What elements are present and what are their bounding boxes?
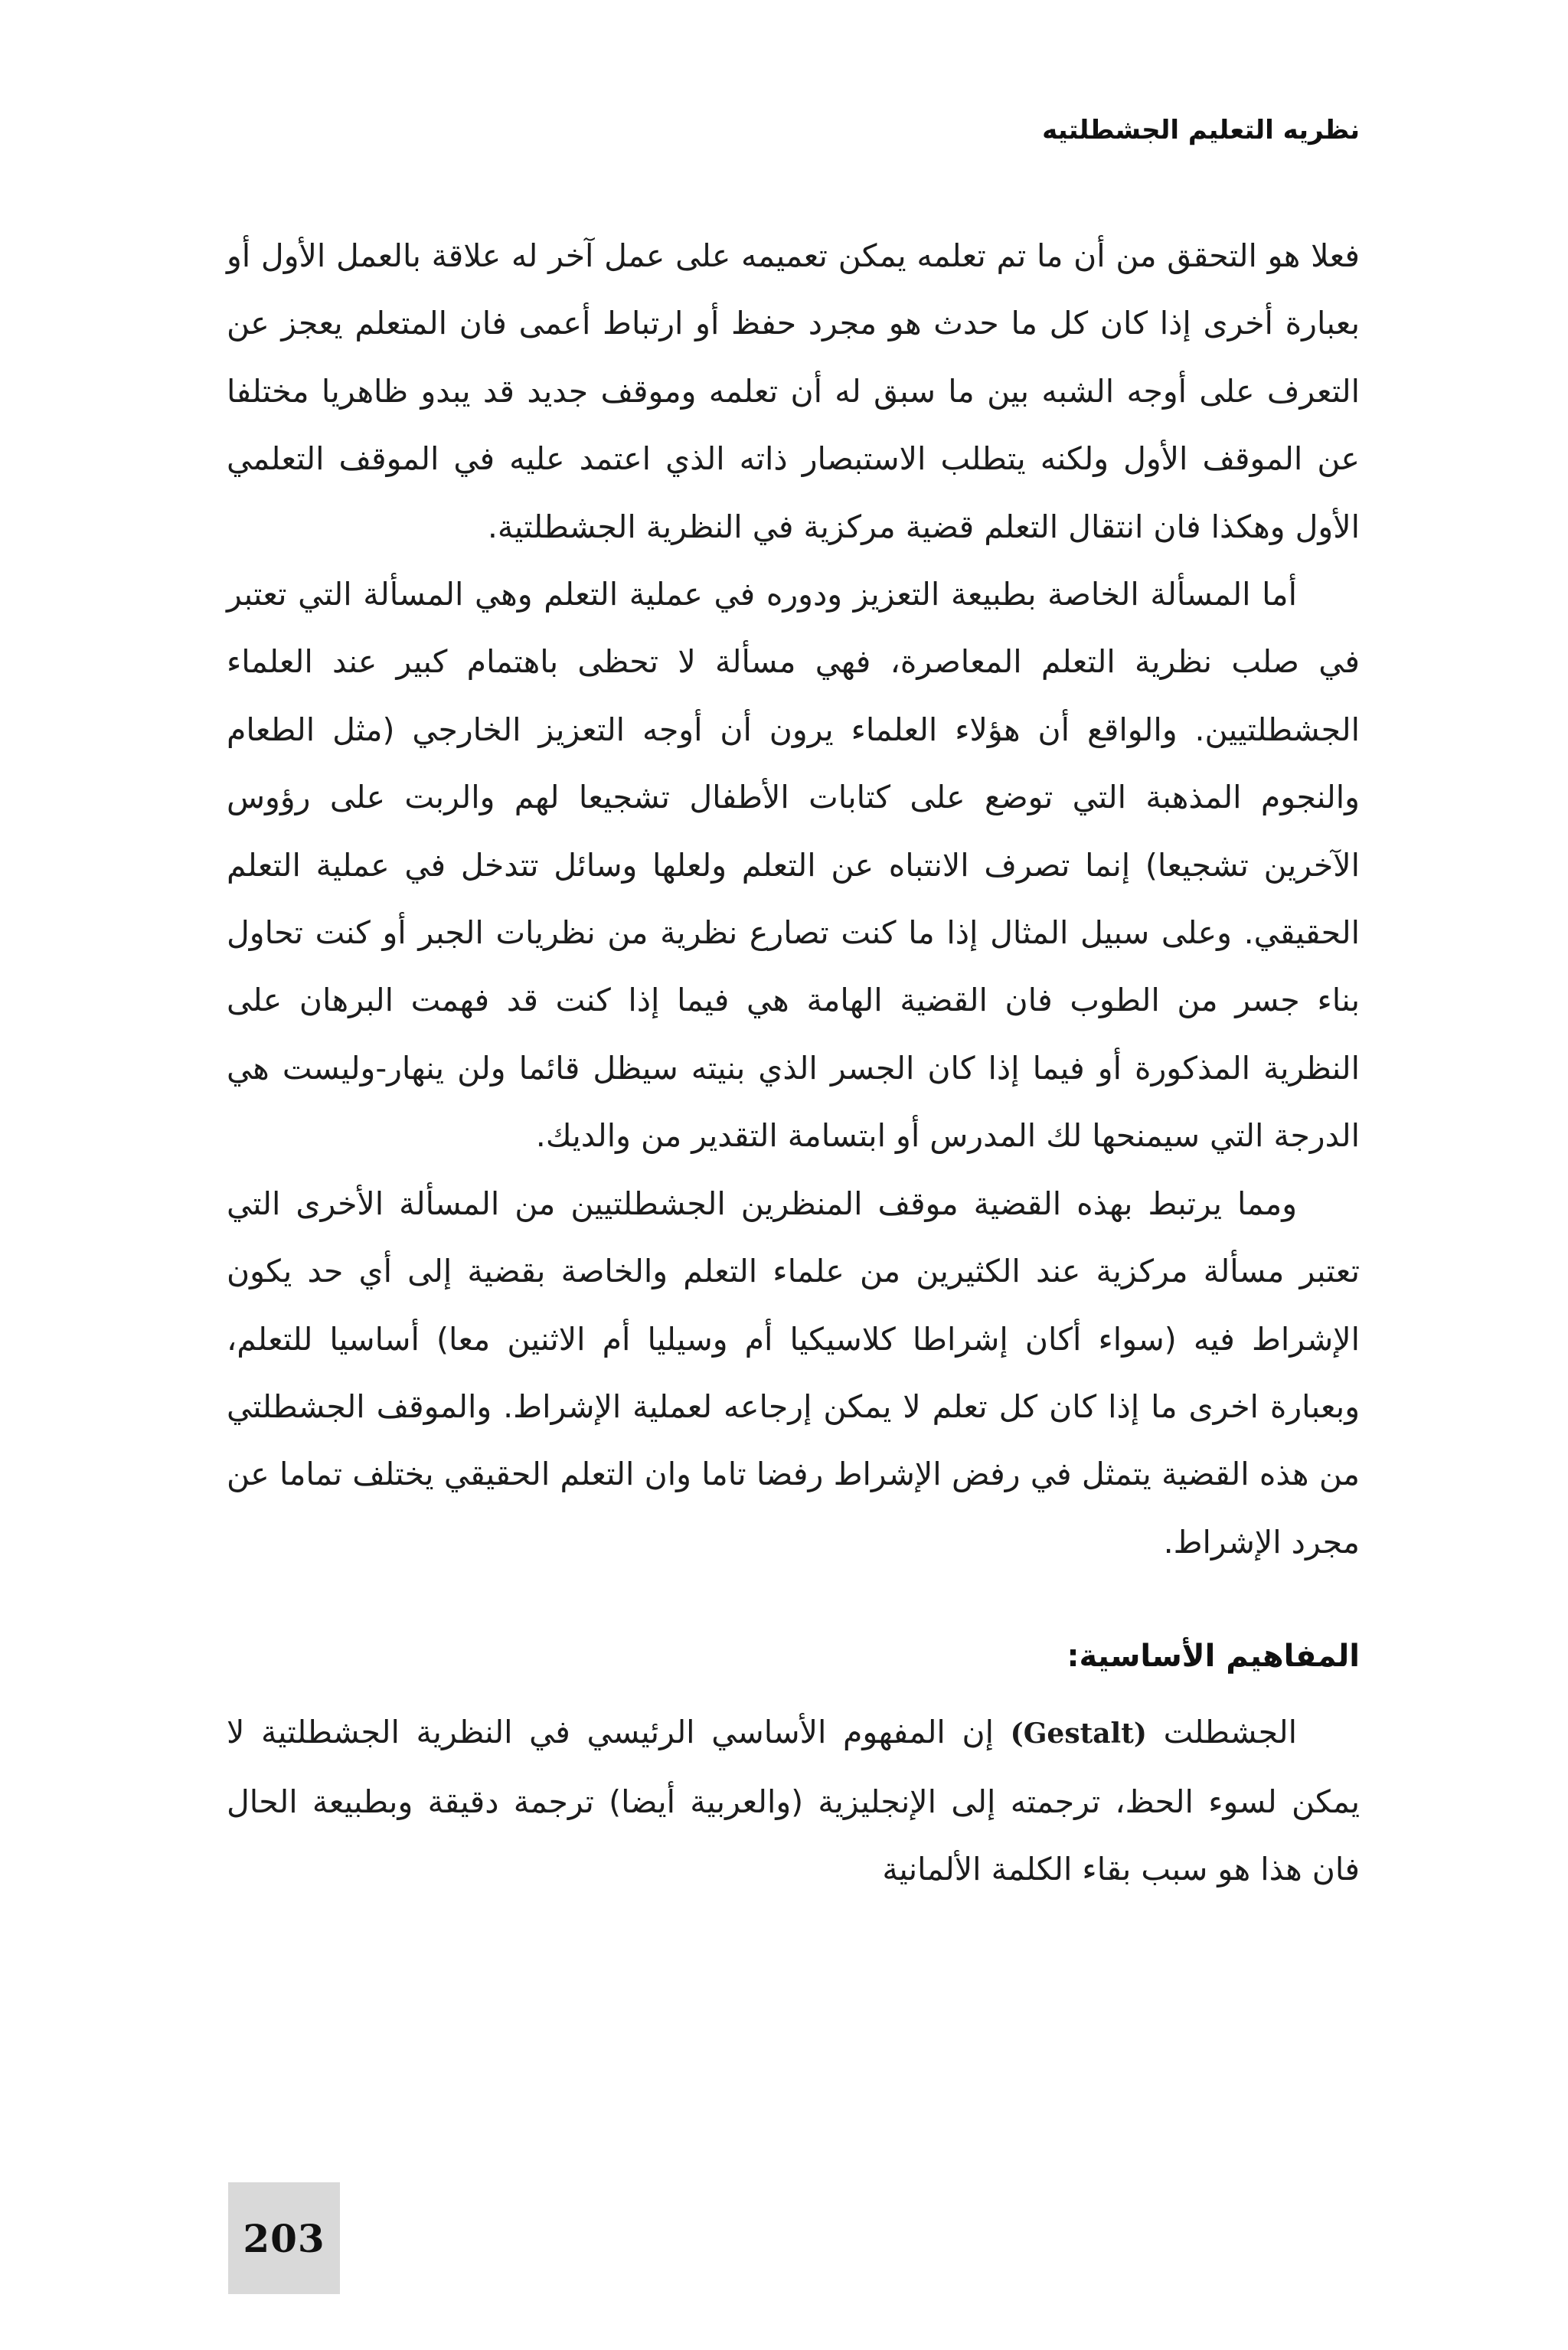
paragraph-1: فعلا هو التحقق من أن ما تم تعلمه يمكن تعميمه على عمل آخر له علاقة بالعمل الأول أو بعبارة أخرى إذا كان كل ما حدث هو مجرد حفظ أو ارتباط أعمى فان المتعلم يعجز عن التعرف على أوجه الشبه بين ما سبق له أن تعلمه وموقف جديد قد يبدو ظاهريا مختلفا عن الموقف الأول ولكنه يتطلب الاستبصار ذاته الذي اعتمد عليه في الموقف التعلمي الأول وهكذا فان انتقال التعلم قضية مركزية في النظرية الجشطلتية. [227,237,1360,545]
page-number-box [228,2182,340,2294]
gestalt-lead-word: الجشطلت [1163,1714,1297,1751]
body-text [227,222,1360,1903]
section-paragraph-text: إن المفهوم الأساسي الرئيسي في النظرية الجشطلتية لا يمكن لسوء الحظ، ترجمته إلى الإنجليزية (والعربية أيضا) ترجمة دقيقة وبطبيعة الحال فان هذا هو سبب بقاء الكلمة الألمانية [227,1714,1360,1888]
page-number: 203 [243,2215,325,2261]
gestalt-term: (Gestalt) [1010,1718,1147,1750]
section-heading: المفاهيم الأساسية: [1067,1639,1360,1675]
running-header-title: نظريه التعليم الجشطلتيه [1042,115,1360,145]
paragraph-2: أما المسألة الخاصة بطبيعة التعزيز ودوره في عملية التعلم وهي المسألة التي تعتبر في صلب نظرية التعلم المعاصرة، فهي مسألة لا تحظى باهتمام كبير عند العلماء الجشطلتيين. والواقع أن هؤلاء العلماء يرون أن أوجه التعزيز الخارجي (مثل الطعام والنجوم المذهبة التي توضع على كتابات الأطفال تشجيعا لهم والربت على رؤوس الآخرين تشجيعا) إنما تصرف الانتباه عن التعلم ولعلها وسائل تتدخل في عملية التعلم الحقيقي. وعلى سبيل المثال إذا ما كنت تصارع نظرية من نظريات الجبر أو كنت تحاول بناء جسر من الطوب فان القضية الهامة هي فيما إذا كنت قد فهمت البرهان على النظرية المذكورة أو فيما إذا كان الجسر الذي بنيته سيظل قائما ولن ينهار-وليست هي الدرجة التي سيمنحها لك المدرس أو ابتسامة التقدير من والديك. [227,576,1360,1155]
section-paragraph [227,1698,1360,1903]
paragraph-3: ومما يرتبط بهذه القضية موقف المنظرين الجشطلتيين من المسألة الأخرى التي تعتبر مسألة مركزية عند الكثيرين من علماء التعلم والخاصة بقضية إلى أي حد يكون الإشراط فيه (سواء أكان إشراطا كلاسيكيا أم وسيليا أم الاثنين معا) أساسيا للتعلم، وبعبارة اخرى ما إذا كان كل تعلم لا يمكن إرجاعه لعملية الإشراط. والموقف الجشطلتي من هذه القضية يتمثل في رفض الإشراط رفضا تاما وان التعلم الحقيقي يختلف تماما عن مجرد الإشراط. [227,1185,1360,1561]
